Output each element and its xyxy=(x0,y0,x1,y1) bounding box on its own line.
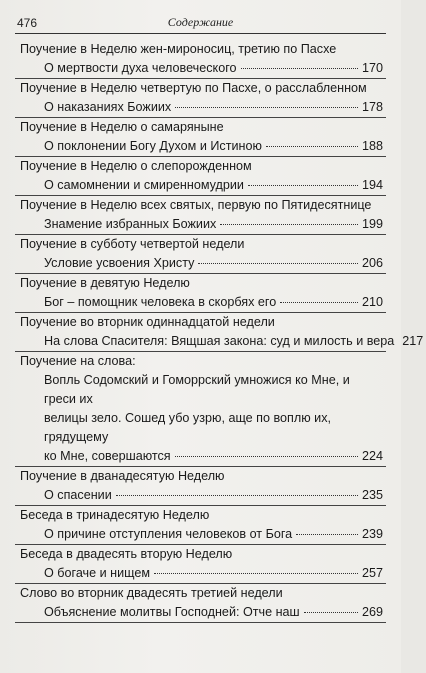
toc-entry-title: Поучение во вторник одиннадцатой недели xyxy=(20,315,275,329)
toc-page-number: 206 xyxy=(361,256,383,270)
header-rule xyxy=(15,33,386,34)
toc-page-number: 210 xyxy=(361,295,383,309)
toc-entry-subtitle: Бог – помощник человека в скорбях его xyxy=(44,295,277,309)
toc-page-number: 188 xyxy=(361,139,383,153)
toc-entry-subtitle-row xyxy=(15,603,386,622)
toc-entry-subtitle-line: велицы зело. Сошед убо узрю, аще по воплю их, грядущему xyxy=(44,411,331,444)
toc-entry-subtitle-row xyxy=(15,254,386,273)
toc-entry-title: Поучение в субботу четвертой недели xyxy=(20,237,245,251)
toc-entry-subtitle-row xyxy=(15,137,386,156)
toc-page-number: 239 xyxy=(361,527,383,541)
toc-entry-subtitle-row xyxy=(15,332,424,351)
toc-page-number: 235 xyxy=(361,488,383,502)
toc-page-number: 194 xyxy=(361,178,383,192)
toc-entry-subtitle: На слова Спасителя: Вящшая закона: суд и милость и вера xyxy=(44,334,395,348)
toc-entry-title: Поучение в Неделю жен-мироносиц, третию по Пасхе xyxy=(20,42,337,56)
toc-entry xyxy=(15,118,386,157)
toc-entry xyxy=(15,506,386,545)
toc-entry-subtitle-row xyxy=(15,176,386,195)
dot-leader xyxy=(154,572,358,574)
toc-entry-title: Поучение в дванадесятую Неделю xyxy=(20,469,225,483)
toc-entry-subtitle: О самомнении и смиренномудрии xyxy=(44,178,244,192)
toc-entry-title: Поучение в Неделю о самаряныне xyxy=(20,120,224,134)
toc-entry-title: Беседа в двадесять вторую Неделю xyxy=(20,547,233,561)
toc-entry xyxy=(15,274,386,313)
toc-entry-subtitle-row xyxy=(15,564,386,583)
toc-entry-title: Поучение в Неделю всех святых, первую по Пятидесятнице xyxy=(20,198,372,212)
page-header xyxy=(0,0,401,40)
toc-entry-subtitle-row xyxy=(15,486,386,505)
dot-leader xyxy=(175,455,358,457)
toc-entry-title: Поучение на слова: xyxy=(20,354,136,368)
toc-page-number: 199 xyxy=(361,217,383,231)
toc-entry-title: Слово во вторник двадесять третией недели xyxy=(20,586,283,600)
toc-page-number: 170 xyxy=(361,61,383,75)
dot-leader xyxy=(280,301,358,303)
toc-entry-subtitle-row xyxy=(15,293,386,312)
toc-entry-subtitle: О наказаниях Божиих xyxy=(44,100,172,114)
dot-leader xyxy=(248,184,358,186)
toc-entry-subtitle: О поклонении Богу Духом и Истиною xyxy=(44,139,262,153)
toc-entry-subtitle: Условие усвоения Христу xyxy=(44,256,195,270)
toc-entry-subtitle: Знамение избранных Божиих xyxy=(44,217,217,231)
toc-entry xyxy=(15,313,424,352)
toc-entry xyxy=(15,40,386,79)
toc-entry xyxy=(15,79,386,118)
dot-leader xyxy=(116,494,358,496)
toc-page-number: 178 xyxy=(361,100,383,114)
dot-leader xyxy=(296,533,358,535)
page-number: 476 xyxy=(17,16,38,30)
toc-entry-title: Поучение в Неделю четвертую по Пасхе, о расслабленном xyxy=(20,81,367,95)
table-of-contents xyxy=(0,40,424,623)
toc-page-number: 224 xyxy=(361,449,383,463)
toc-entry xyxy=(15,545,386,584)
toc-entry-subtitle-line: Вопль Содомский и Гоморрский умножися ко Мне, и греси их xyxy=(44,373,350,406)
toc-entry xyxy=(15,196,386,235)
toc-page-number: 269 xyxy=(361,605,383,619)
toc-entry-title: Поучение в девятую Неделю xyxy=(20,276,190,290)
toc-entry-subtitle-row xyxy=(15,525,386,544)
dot-leader xyxy=(266,145,358,147)
running-title: Содержание xyxy=(167,15,234,29)
toc-entry-subtitle: О мертвости духа человеческого xyxy=(44,61,237,75)
toc-entry-subtitle-row xyxy=(15,447,386,466)
toc-entry xyxy=(15,157,386,196)
toc-entry-subtitle: О богаче и нищем xyxy=(44,566,151,580)
toc-entry xyxy=(15,467,386,506)
toc-page-number: 217 xyxy=(402,334,424,348)
toc-entry-subtitle: О спасении xyxy=(44,488,112,502)
dot-leader xyxy=(175,106,358,108)
toc-entry xyxy=(15,235,386,274)
dot-leader xyxy=(198,262,358,264)
dot-leader xyxy=(241,67,358,69)
dot-leader xyxy=(304,611,358,613)
toc-entry-subtitle-row xyxy=(15,59,386,78)
toc-entry xyxy=(15,352,386,467)
toc-entry-subtitle-line: ко Мне, совершаются xyxy=(44,449,171,463)
toc-entry-title: Поучение в Неделю о слепорожденном xyxy=(20,159,252,173)
dot-leader xyxy=(220,223,358,225)
toc-entry-subtitle-row xyxy=(15,98,386,117)
toc-entry-subtitle: О причине отступления человеков от Бога xyxy=(44,527,293,541)
toc-entry-subtitle-row xyxy=(15,215,386,234)
toc-entry-subtitle: Объяснение молитвы Господней: Отче наш xyxy=(44,605,300,619)
toc-entry-title: Беседа в тринадесятую Неделю xyxy=(20,508,210,522)
toc-page-number: 257 xyxy=(361,566,383,580)
toc-entry xyxy=(15,584,386,623)
